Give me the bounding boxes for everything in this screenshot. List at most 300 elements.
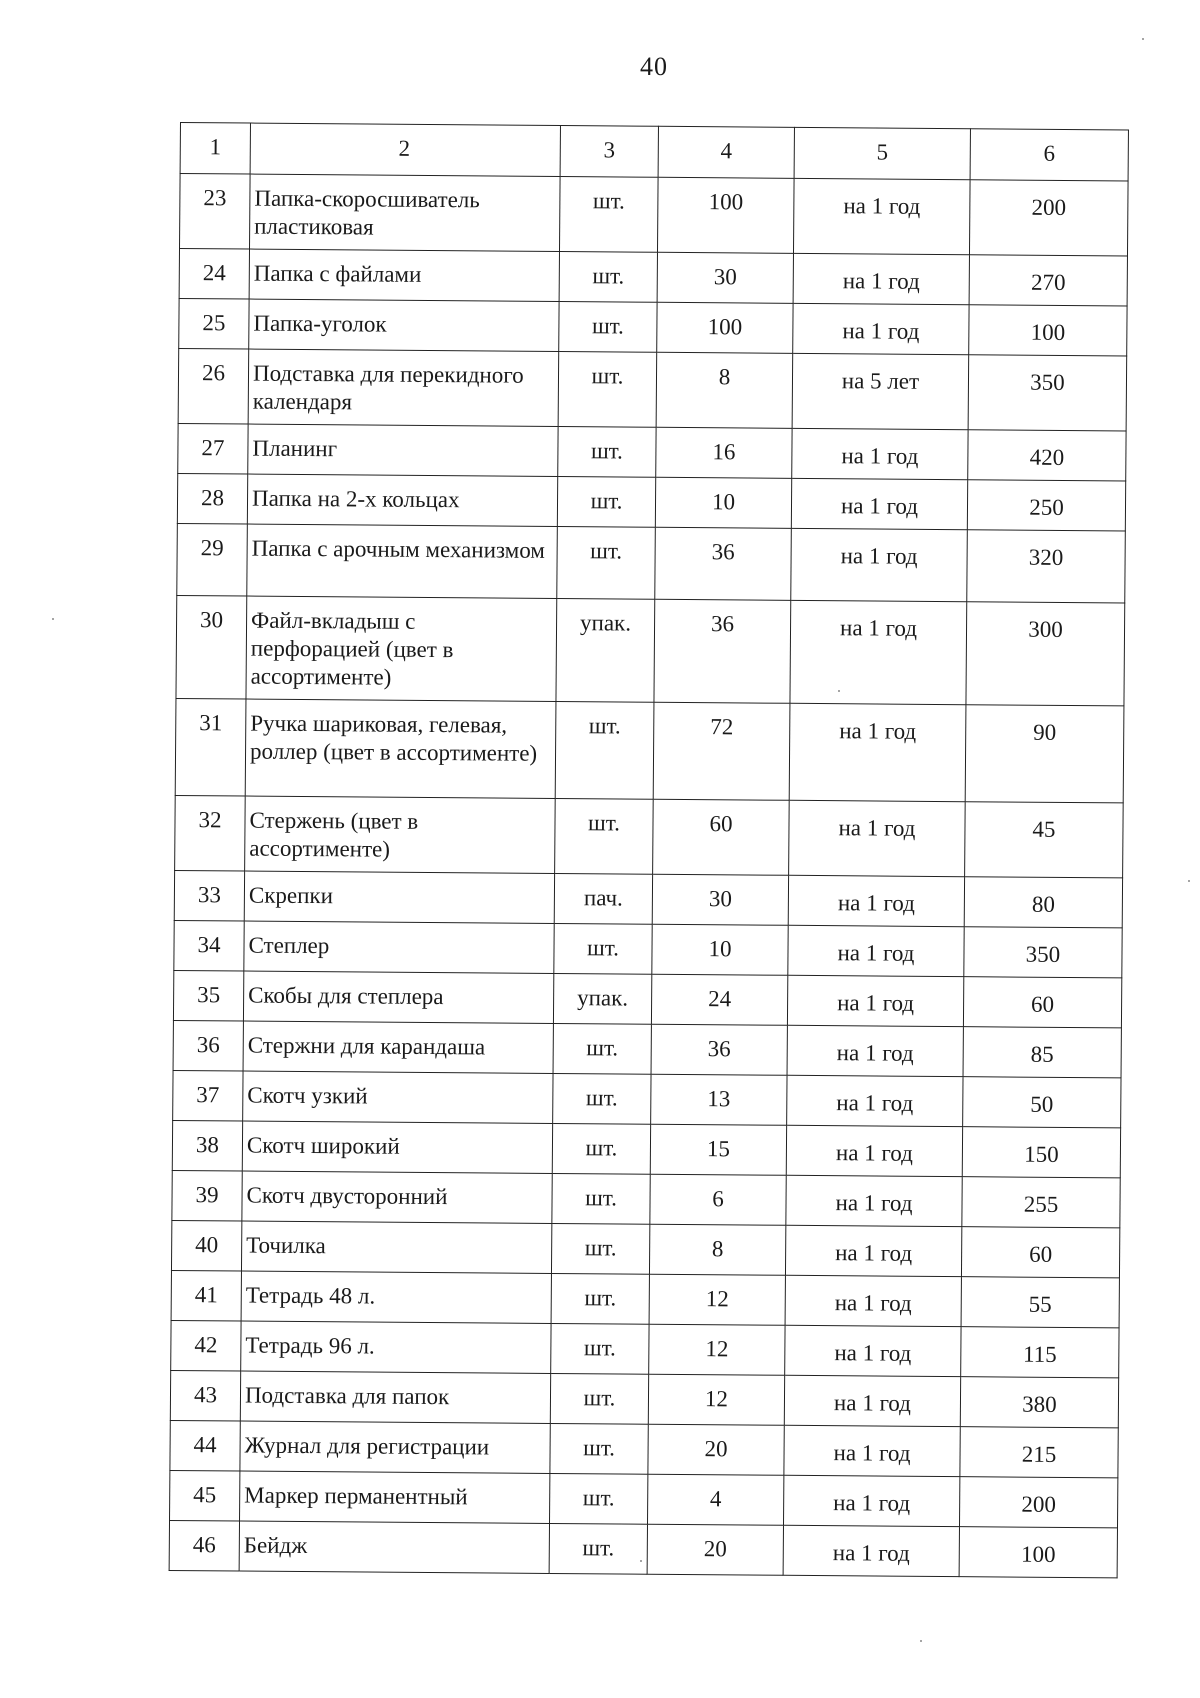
table-row bbox=[177, 473, 1125, 530]
price: 380 bbox=[1022, 1391, 1057, 1417]
row-number: 30 bbox=[199, 607, 224, 633]
quantity: 72 bbox=[710, 714, 734, 740]
quantity: 4 bbox=[709, 1486, 722, 1512]
row-number-cell bbox=[172, 1170, 242, 1221]
header-cell bbox=[970, 129, 1128, 181]
usage-period: на 1 год bbox=[840, 543, 918, 569]
supplies-table bbox=[169, 122, 1129, 1578]
unit: шт. bbox=[591, 363, 624, 389]
unit-cell bbox=[554, 873, 652, 924]
usage-period-cell bbox=[789, 800, 966, 876]
table-row bbox=[172, 1170, 1120, 1227]
row-number: 25 bbox=[202, 310, 226, 336]
usage-period-cell bbox=[793, 178, 970, 254]
item-name: Папка-скоросшиватель пластиковая bbox=[254, 185, 480, 240]
usage-period-cell bbox=[793, 253, 969, 304]
row-number: 31 bbox=[199, 710, 223, 736]
quantity-cell bbox=[655, 477, 791, 528]
usage-period-cell bbox=[791, 478, 967, 529]
quantity-cell bbox=[648, 1374, 784, 1425]
quantity: 10 bbox=[711, 489, 736, 515]
price-cell bbox=[960, 1377, 1118, 1428]
unit: шт. bbox=[592, 188, 625, 214]
row-number-cell bbox=[173, 1070, 243, 1121]
quantity: 100 bbox=[707, 314, 743, 340]
row-number-cell bbox=[174, 870, 244, 921]
usage-period-cell bbox=[786, 1125, 962, 1176]
price: 55 bbox=[1028, 1291, 1052, 1317]
usage-period-cell bbox=[787, 975, 963, 1026]
unit: шт. bbox=[590, 538, 623, 564]
row-number: 34 bbox=[197, 932, 221, 958]
row-number: 35 bbox=[197, 982, 221, 1008]
row-number: 43 bbox=[193, 1382, 218, 1408]
usage-period-cell bbox=[789, 703, 966, 801]
row-number: 32 bbox=[198, 807, 222, 833]
item-name-cell bbox=[248, 424, 558, 476]
item-name-cell bbox=[249, 299, 559, 351]
row-number-cell bbox=[177, 473, 247, 524]
item-name-cell bbox=[243, 971, 553, 1023]
price-cell bbox=[969, 305, 1127, 356]
usage-period-cell bbox=[790, 600, 967, 704]
unit-cell bbox=[551, 1223, 649, 1274]
quantity: 20 bbox=[704, 1436, 728, 1462]
item-name: Тетрадь 48 л. bbox=[245, 1282, 376, 1309]
usage-period-cell bbox=[785, 1225, 961, 1276]
item-name: Точилка bbox=[246, 1232, 326, 1259]
item-name-cell bbox=[241, 1321, 551, 1373]
item-name: Папка на 2-х кольцах bbox=[251, 485, 460, 513]
table-row bbox=[174, 920, 1122, 977]
unit-cell bbox=[550, 1373, 648, 1424]
price: 200 bbox=[1031, 194, 1067, 220]
quantity: 36 bbox=[711, 539, 735, 565]
table-row bbox=[177, 523, 1126, 602]
row-number: 38 bbox=[195, 1132, 220, 1158]
price: 85 bbox=[1030, 1041, 1054, 1067]
row-number-cell bbox=[178, 423, 248, 474]
table-row bbox=[171, 1220, 1119, 1277]
table-row bbox=[175, 698, 1124, 802]
row-number-cell bbox=[173, 970, 243, 1021]
usage-period: на 1 год bbox=[835, 1140, 913, 1166]
item-name-cell bbox=[240, 1471, 550, 1523]
row-number: 44 bbox=[193, 1432, 217, 1458]
row-number-cell bbox=[171, 1270, 241, 1321]
quantity-cell bbox=[657, 302, 793, 353]
row-number-cell bbox=[176, 595, 247, 699]
unit: упак. bbox=[577, 985, 629, 1011]
item-name: Планинг bbox=[252, 435, 338, 462]
row-number: 39 bbox=[195, 1182, 219, 1208]
item-name: Скотч узкий bbox=[247, 1082, 368, 1109]
unit-cell bbox=[555, 701, 654, 799]
usage-period-cell bbox=[783, 1525, 959, 1576]
price: 350 bbox=[1025, 941, 1061, 967]
usage-period: на 1 год bbox=[837, 990, 915, 1016]
unit: шт. bbox=[586, 1035, 619, 1061]
row-number: 41 bbox=[194, 1282, 218, 1308]
row-number-cell bbox=[173, 1020, 243, 1071]
item-name-cell bbox=[244, 871, 554, 923]
unit: шт. bbox=[583, 1435, 616, 1461]
unit: шт. bbox=[591, 313, 624, 339]
price-cell bbox=[961, 1227, 1119, 1278]
item-name: Бейдж bbox=[243, 1532, 308, 1559]
quantity-cell bbox=[649, 1224, 785, 1275]
row-number-cell bbox=[175, 698, 246, 796]
usage-period-cell bbox=[792, 353, 969, 429]
price-cell bbox=[963, 977, 1121, 1028]
quantity: 30 bbox=[708, 886, 733, 912]
row-number-cell bbox=[170, 1470, 240, 1521]
item-name: Папка с файлами bbox=[253, 260, 422, 287]
price: 420 bbox=[1029, 444, 1065, 470]
usage-period-cell bbox=[785, 1275, 961, 1326]
table-row bbox=[169, 1520, 1117, 1577]
row-number: 42 bbox=[194, 1332, 218, 1358]
unit: шт. bbox=[590, 438, 623, 464]
quantity-cell bbox=[652, 874, 788, 925]
quantity: 60 bbox=[709, 811, 733, 837]
usage-period: на 1 год bbox=[840, 493, 919, 519]
usage-period: на 1 год bbox=[834, 1340, 912, 1366]
table-row bbox=[170, 1420, 1118, 1477]
usage-period: на 1 год bbox=[835, 1190, 913, 1216]
unit-cell bbox=[550, 1423, 648, 1474]
unit: упак. bbox=[579, 610, 632, 636]
row-number: 29 bbox=[200, 535, 224, 561]
price-cell bbox=[968, 355, 1127, 431]
quantity-cell bbox=[656, 427, 792, 478]
table-row bbox=[178, 348, 1127, 430]
scan-speck bbox=[920, 1640, 922, 1642]
unit-cell bbox=[553, 973, 651, 1024]
header-cell bbox=[658, 126, 794, 178]
item-name: Подставка для перекидного календаря bbox=[252, 360, 524, 415]
usage-period: на 1 год bbox=[834, 1290, 912, 1316]
item-name-cell bbox=[240, 1421, 550, 1473]
row-number-cell bbox=[179, 298, 249, 349]
unit-cell bbox=[552, 1173, 650, 1224]
unit: шт. bbox=[584, 1235, 617, 1261]
quantity-cell bbox=[649, 1324, 785, 1375]
usage-period-cell bbox=[787, 1075, 963, 1126]
usage-period: на 1 год bbox=[833, 1440, 911, 1466]
item-name-cell bbox=[243, 1021, 553, 1073]
item-name-cell bbox=[246, 596, 557, 701]
price: 300 bbox=[1028, 616, 1063, 642]
item-name: Стержни для карандаша bbox=[247, 1032, 486, 1060]
row-number-cell bbox=[169, 1520, 239, 1571]
item-name: Скотч широкий bbox=[246, 1132, 400, 1159]
price: 100 bbox=[1020, 1541, 1056, 1567]
price-cell bbox=[962, 1177, 1120, 1228]
unit: шт. bbox=[583, 1385, 616, 1411]
unit: шт. bbox=[585, 1085, 618, 1111]
table-row bbox=[179, 298, 1127, 355]
header-cell bbox=[180, 123, 250, 175]
scan-speck bbox=[838, 690, 840, 692]
quantity: 10 bbox=[708, 936, 732, 962]
item-name: Файл-вкладыш с перфорацией (цвет в ассортименте) bbox=[250, 607, 454, 690]
item-name-cell bbox=[242, 1171, 552, 1223]
scan-speck bbox=[640, 1560, 642, 1562]
item-name-cell bbox=[243, 1071, 553, 1123]
table-row bbox=[175, 795, 1124, 877]
item-name: Папка с арочным механизмом bbox=[251, 535, 545, 563]
quantity: 8 bbox=[718, 364, 731, 390]
usage-period: на 1 год bbox=[839, 718, 917, 744]
unit: шт. bbox=[584, 1285, 617, 1311]
row-number: 26 bbox=[201, 360, 226, 386]
price-cell bbox=[963, 1077, 1121, 1128]
usage-period-cell bbox=[784, 1425, 960, 1476]
quantity-cell bbox=[651, 1074, 787, 1125]
usage-period: на 1 год bbox=[837, 940, 915, 966]
price: 350 bbox=[1030, 369, 1065, 395]
price: 150 bbox=[1024, 1141, 1059, 1167]
item-name-cell bbox=[245, 796, 556, 873]
header-cell-text: 4 bbox=[720, 138, 733, 164]
item-name: Ручка шариковая, гелевая, роллер (цвет в ассортименте) bbox=[249, 710, 538, 766]
unit-cell bbox=[549, 1523, 647, 1574]
quantity: 16 bbox=[712, 439, 736, 465]
unit-cell bbox=[559, 176, 658, 252]
price: 200 bbox=[1021, 1491, 1057, 1517]
row-number-cell bbox=[170, 1420, 240, 1471]
usage-period-cell bbox=[786, 1175, 962, 1226]
unit-cell bbox=[551, 1323, 649, 1374]
usage-period: на 5 лет bbox=[841, 368, 920, 394]
table-row bbox=[171, 1270, 1119, 1327]
price: 215 bbox=[1021, 1441, 1057, 1467]
row-number: 33 bbox=[197, 882, 222, 908]
item-name-cell bbox=[248, 349, 559, 426]
quantity: 12 bbox=[704, 1386, 729, 1412]
row-number: 36 bbox=[196, 1032, 220, 1058]
header-cell-text: 1 bbox=[209, 134, 222, 160]
unit-cell bbox=[550, 1473, 648, 1524]
unit: пач. bbox=[583, 885, 623, 911]
usage-period-cell bbox=[791, 528, 968, 601]
price: 60 bbox=[1029, 1241, 1053, 1267]
price-cell bbox=[965, 802, 1124, 878]
table-row bbox=[174, 870, 1122, 927]
usage-period-cell bbox=[788, 925, 964, 976]
usage-period: на 1 год bbox=[833, 1490, 911, 1516]
unit: шт. bbox=[592, 263, 625, 289]
quantity: 8 bbox=[711, 1236, 724, 1262]
unit-cell bbox=[558, 351, 657, 427]
usage-period: на 1 год bbox=[836, 1040, 914, 1066]
quantity: 36 bbox=[707, 1036, 731, 1062]
quantity: 36 bbox=[710, 611, 735, 637]
item-name-cell bbox=[245, 699, 556, 798]
usage-period: на 1 год bbox=[842, 268, 920, 294]
price: 255 bbox=[1023, 1191, 1059, 1217]
row-number: 28 bbox=[200, 485, 225, 511]
quantity-cell bbox=[647, 1524, 783, 1575]
row-number: 46 bbox=[192, 1532, 216, 1558]
usage-period-cell bbox=[784, 1375, 960, 1426]
usage-period: на 1 год bbox=[843, 193, 921, 219]
table-header-row bbox=[180, 123, 1128, 181]
quantity-cell bbox=[650, 1124, 786, 1175]
quantity: 20 bbox=[703, 1536, 727, 1562]
quantity-cell bbox=[654, 599, 791, 703]
row-number: 40 bbox=[195, 1232, 219, 1258]
row-number: 45 bbox=[193, 1482, 217, 1508]
price: 270 bbox=[1030, 269, 1066, 295]
unit-cell bbox=[556, 598, 655, 702]
price-cell bbox=[966, 602, 1125, 706]
header-cell-text: 2 bbox=[398, 135, 411, 161]
quantity-cell bbox=[657, 252, 793, 303]
usage-period: на 1 год bbox=[838, 815, 916, 841]
usage-period: на 1 год bbox=[835, 1240, 913, 1266]
quantity-cell bbox=[652, 924, 788, 975]
price: 100 bbox=[1030, 319, 1066, 345]
item-name-cell bbox=[247, 524, 558, 598]
item-name: Скрепки bbox=[248, 882, 334, 909]
item-name: Журнал для регистрации bbox=[244, 1432, 490, 1460]
unit: шт. bbox=[587, 935, 620, 961]
price: 90 bbox=[1033, 719, 1057, 745]
unit: шт. bbox=[585, 1185, 618, 1211]
row-number-cell bbox=[172, 1120, 242, 1171]
item-name: Скобы для степлера bbox=[248, 982, 444, 1010]
usage-period: на 1 год bbox=[839, 615, 918, 641]
page-number: 40 bbox=[640, 52, 668, 81]
price-cell bbox=[965, 705, 1124, 803]
quantity: 6 bbox=[712, 1186, 724, 1212]
table-row bbox=[179, 249, 1127, 306]
row-number: 27 bbox=[201, 435, 225, 461]
item-name-cell bbox=[244, 921, 554, 973]
quantity-cell bbox=[648, 1424, 784, 1475]
quantity-cell bbox=[650, 1174, 786, 1225]
row-number: 37 bbox=[196, 1082, 220, 1108]
table-row bbox=[176, 595, 1125, 705]
header-cell bbox=[794, 127, 970, 179]
header-cell bbox=[560, 125, 658, 177]
price-cell bbox=[969, 180, 1128, 256]
unit-cell bbox=[552, 1123, 650, 1174]
price: 320 bbox=[1028, 544, 1064, 570]
price-cell bbox=[962, 1127, 1120, 1178]
item-name: Степлер bbox=[248, 932, 330, 959]
usage-period-cell bbox=[793, 303, 969, 354]
usage-period-cell bbox=[787, 1025, 963, 1076]
quantity-cell bbox=[655, 527, 792, 600]
item-name-cell bbox=[240, 1371, 550, 1423]
header-cell-text: 5 bbox=[876, 139, 889, 165]
usage-period-cell bbox=[783, 1475, 959, 1526]
scan-speck bbox=[1188, 880, 1190, 882]
quantity-cell bbox=[648, 1474, 784, 1525]
price-cell bbox=[961, 1277, 1119, 1328]
price-cell bbox=[969, 255, 1127, 306]
header-cell-text: 3 bbox=[603, 137, 616, 163]
unit-cell bbox=[554, 923, 652, 974]
quantity: 30 bbox=[713, 264, 737, 290]
price-cell bbox=[964, 927, 1122, 978]
quantity: 12 bbox=[705, 1286, 729, 1312]
row-number-cell bbox=[175, 795, 246, 871]
usage-period: на 1 год bbox=[837, 890, 915, 916]
row-number-cell bbox=[171, 1320, 241, 1371]
unit-cell bbox=[551, 1273, 649, 1324]
item-name: Маркер перманентный bbox=[244, 1482, 468, 1510]
unit: шт. bbox=[588, 810, 620, 836]
usage-period: на 1 год bbox=[833, 1390, 912, 1416]
table-row bbox=[173, 970, 1121, 1027]
item-name: Подставка для папок bbox=[244, 1382, 450, 1410]
price: 250 bbox=[1029, 494, 1064, 520]
table-row bbox=[180, 174, 1129, 256]
unit-cell bbox=[553, 1023, 651, 1074]
unit: шт. bbox=[583, 1335, 616, 1361]
item-name-cell bbox=[241, 1271, 551, 1323]
usage-period: на 1 год bbox=[832, 1540, 910, 1566]
table-row bbox=[170, 1370, 1118, 1427]
price-cell bbox=[959, 1527, 1117, 1578]
unit-cell bbox=[553, 1073, 651, 1124]
quantity-cell bbox=[656, 352, 793, 428]
quantity: 15 bbox=[706, 1136, 731, 1162]
row-number-cell bbox=[177, 523, 248, 596]
row-number-cell bbox=[180, 174, 251, 250]
item-name: Стержень (цвет в ассортименте) bbox=[249, 807, 419, 862]
unit: шт. bbox=[582, 1485, 615, 1511]
row-number-cell bbox=[179, 249, 249, 300]
quantity: 24 bbox=[708, 986, 732, 1012]
row-number: 23 bbox=[203, 185, 227, 211]
price: 45 bbox=[1032, 816, 1056, 842]
unit-cell bbox=[559, 251, 657, 302]
row-number-cell bbox=[170, 1370, 240, 1421]
price-cell bbox=[961, 1327, 1119, 1378]
price-cell bbox=[967, 480, 1125, 531]
price: 60 bbox=[1030, 991, 1055, 1017]
table-row bbox=[170, 1470, 1118, 1527]
quantity: 100 bbox=[708, 189, 744, 215]
unit: шт. bbox=[585, 1135, 618, 1161]
item-name-cell bbox=[249, 249, 559, 301]
usage-period: на 1 год bbox=[841, 443, 919, 469]
row-number-cell bbox=[171, 1220, 241, 1271]
usage-period-cell bbox=[788, 875, 964, 926]
quantity-cell bbox=[653, 799, 790, 875]
scan-speck bbox=[1142, 38, 1144, 40]
header-cell-text: 6 bbox=[1043, 140, 1056, 166]
item-name-cell bbox=[247, 474, 557, 526]
row-number-cell bbox=[174, 920, 244, 971]
item-name: Скотч двусторонний bbox=[246, 1182, 448, 1210]
unit-cell bbox=[557, 526, 656, 599]
unit: шт. bbox=[582, 1535, 615, 1561]
unit-cell bbox=[557, 476, 655, 527]
row-number-cell bbox=[178, 348, 249, 424]
unit-cell bbox=[559, 301, 657, 352]
price-cell bbox=[964, 877, 1122, 928]
quantity: 13 bbox=[707, 1086, 731, 1112]
table-row bbox=[178, 423, 1126, 480]
item-name-cell bbox=[239, 1521, 549, 1573]
usage-period-cell bbox=[792, 428, 968, 479]
